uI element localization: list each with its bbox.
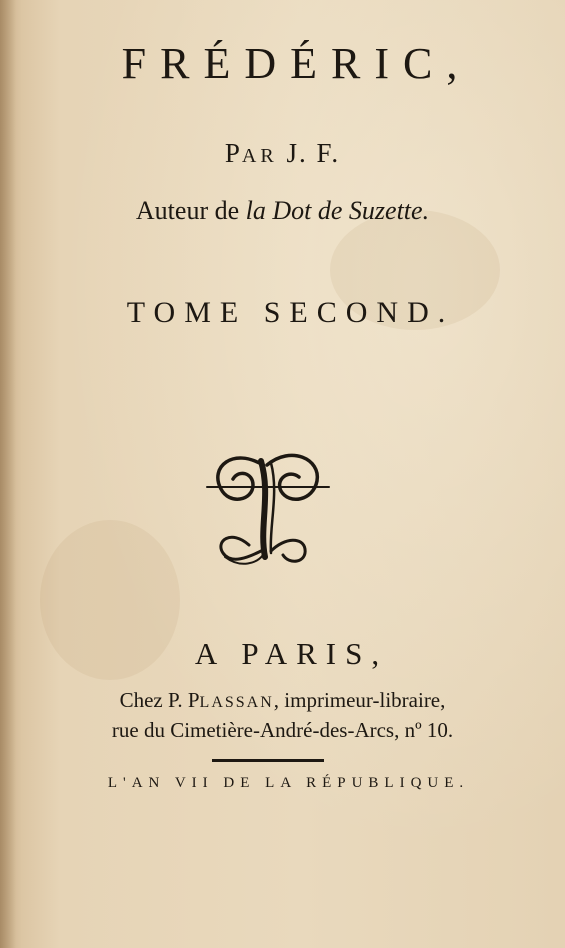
- author-line-prefix: Auteur de: [135, 196, 240, 225]
- imprint-publisher: [0, 688, 565, 713]
- byline-author: J. F.: [286, 138, 341, 168]
- book-title: FRÉDÉRIC,: [121, 39, 472, 88]
- volume-label: TOME SECOND.: [126, 296, 455, 329]
- byline-prefix-rest: AR: [241, 145, 278, 167]
- monogram-icon: [205, 445, 330, 575]
- imprint-address: rue du Cimetière-André-des-Arcs, nº 10.: [111, 718, 454, 742]
- imprint-place: A PARIS,: [194, 636, 389, 671]
- author-line-work: la Dot de Suzette.: [245, 196, 430, 225]
- byline-initial: P: [224, 138, 242, 168]
- publisher-prefix: Chez P. P: [119, 688, 200, 712]
- divider-rule: [212, 759, 324, 762]
- imprint-date: L'AN VII DE LA RÉPUBLIQUE.: [107, 775, 470, 791]
- publisher-suffix: , imprimeur-libraire,: [273, 688, 446, 712]
- publisher-name-rest: LASSAN: [199, 694, 274, 711]
- byline: [0, 138, 565, 169]
- author-line: [0, 196, 565, 226]
